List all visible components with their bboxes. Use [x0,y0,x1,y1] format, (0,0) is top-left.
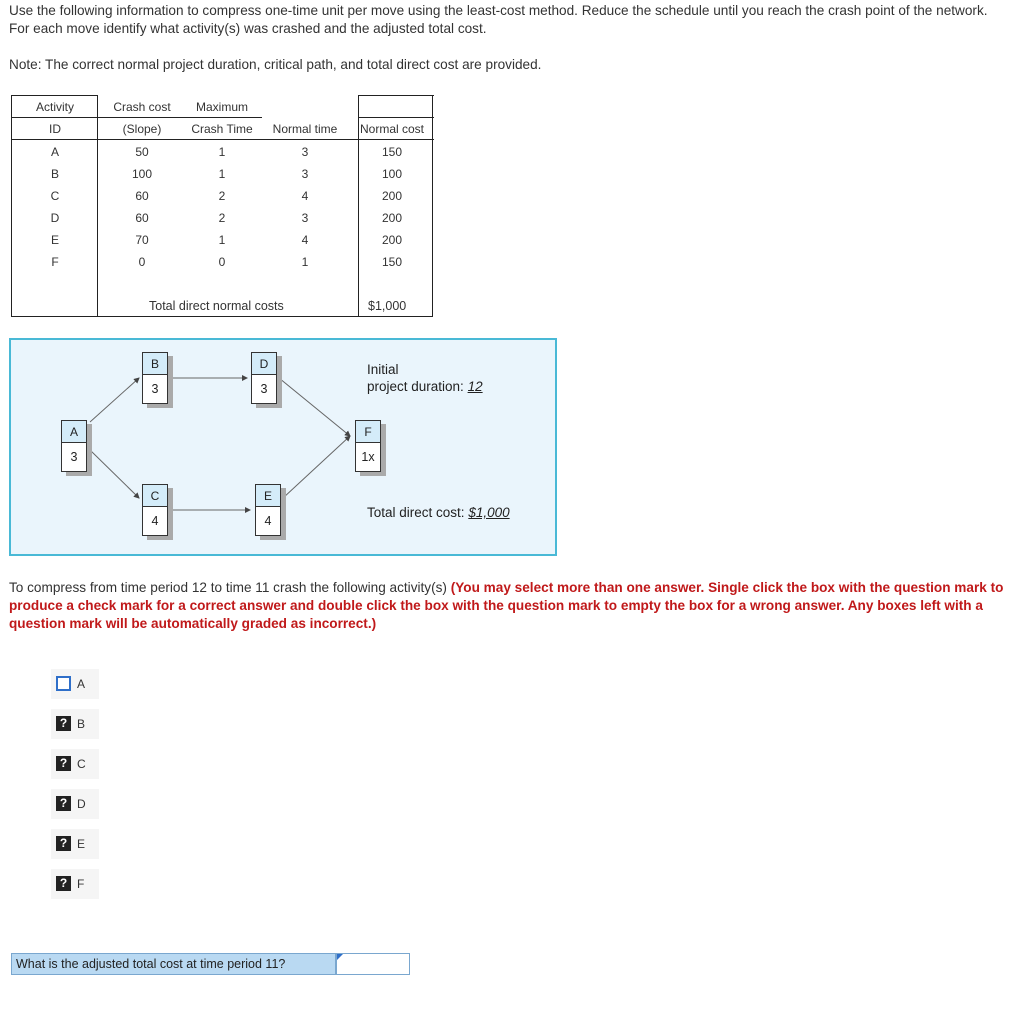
question-mark-checkbox-icon[interactable]: ? [56,876,71,891]
table-cell-crash: 1 [218,167,226,181]
option-a[interactable] [51,669,99,699]
option-label: D [77,797,86,811]
table-cell-slope: 70 [135,233,149,247]
option-label: A [77,677,86,691]
table-cell-time: 3 [301,167,309,181]
node-b [142,352,168,404]
table-cell-slope: 100 [131,167,153,181]
table-cell-slope: 50 [135,145,149,159]
adjusted-total-cost-input[interactable] [336,953,410,975]
arrow-a-c [90,450,139,498]
table-cell-id: C [50,189,60,203]
table-cell-time: 1 [301,255,309,269]
node-b-id: B [142,352,168,375]
node-a-id: A [61,420,87,443]
initial-duration-label-line1: Initial [367,362,399,377]
table-cell-id: F [51,255,59,269]
node-c-id: C [142,484,168,507]
node-f [355,420,381,472]
option-f[interactable] [51,869,99,899]
table-cell-id: A [50,145,59,159]
question-mark-checkbox-icon[interactable]: ? [56,756,71,771]
node-d-duration: 3 [251,375,277,404]
table-cell-id: D [50,211,60,225]
empty-checkbox-icon[interactable] [56,676,71,691]
table-cell-cost: 200 [381,189,403,203]
answer-label: What is the adjusted total cost at time period 11? [11,953,336,975]
node-f-id: F [355,420,381,443]
initial-duration-value: 12 [467,379,483,394]
option-label: B [77,717,86,731]
node-a-duration: 3 [61,443,87,472]
node-e-duration: 4 [255,507,281,536]
network-arrows [11,340,555,554]
header-activity: Activity [35,100,74,114]
table-cell-slope: 60 [135,189,149,203]
option-e[interactable] [51,829,99,859]
arrow-d-f [279,378,350,436]
header-id: ID [49,122,61,136]
input-flag-icon [337,954,343,960]
header-normal-time: Normal time [272,122,338,136]
table-cell-slope: 0 [138,255,146,269]
table-cell-id: B [50,167,59,181]
table-cell-id: E [50,233,59,247]
option-b[interactable] [51,709,99,739]
total-direct-cost-block [367,505,510,520]
question-mark-checkbox-icon[interactable]: ? [56,796,71,811]
node-f-duration: 1x [355,443,381,472]
header-slope: (Slope) [122,122,162,136]
node-d [251,352,277,404]
table-cell-crash: 1 [218,145,226,159]
intro-text: Use the following information to compress one-time unit per move using the least-cost method. Reduce the schedule until you reach the crash point of the network. For each move identify what activity(s) was crashed and the adjusted total cost. [9,3,988,36]
question-mark-checkbox-icon[interactable]: ? [56,716,71,731]
question-mark-checkbox-icon[interactable]: ? [56,836,71,851]
total-direct-cost-value: $1,000 [468,505,510,520]
table-cell-time: 3 [301,211,309,225]
header-maximum: Maximum [195,100,248,114]
node-a [61,420,87,472]
question-instructions: (You may select more than one answer. Single click the box with the question mark to produce a check mark for a correct answer and double click the box with the question mark to empty the box for a wrong answer. Any boxes left with a question mark will be automatically graded as incorrect.) [9,580,1004,631]
option-label: C [77,757,86,771]
option-label: F [77,877,85,891]
option-label: E [77,837,86,851]
option-d[interactable] [51,789,99,819]
node-c-duration: 4 [142,507,168,536]
table-cell-cost: 100 [381,167,403,181]
initial-duration-block [367,379,483,394]
table-cell-time: 3 [301,145,309,159]
header-crash-cost: Crash cost [113,100,171,114]
note-text: Note: The correct normal project duration, critical path, and total direct cost are provided. [9,57,542,72]
table-cell-crash: 2 [218,189,226,203]
table-cell-cost: 200 [381,233,403,247]
total-normal-costs-label: Total direct normal costs [149,299,284,313]
question-prompt: To compress from time period 12 to time 11 crash the following activity(s) [9,580,447,595]
network-diagram [9,338,557,556]
arrow-e-f [283,436,350,498]
header-crash-time: Crash Time [191,122,253,136]
total-normal-costs-value: $1,000 [368,299,407,313]
table-cell-cost: 150 [381,145,403,159]
node-d-id: D [251,352,277,375]
node-e [255,484,281,536]
total-direct-cost-label: Total direct cost: [367,505,465,520]
table-cell-crash: 1 [218,233,226,247]
option-c[interactable] [51,749,99,779]
arrow-a-b [90,378,139,422]
header-normal-cost: Normal cost [359,122,424,136]
table-cell-crash: 2 [218,211,226,225]
node-b-duration: 3 [142,375,168,404]
table-cell-crash: 0 [218,255,226,269]
initial-duration-label-line2: project duration: [367,379,464,394]
table-cell-slope: 60 [135,211,149,225]
node-e-id: E [255,484,281,507]
activity-table [11,95,433,317]
table-cell-time: 4 [301,189,309,203]
table-cell-cost: 200 [381,211,403,225]
table-cell-cost: 150 [381,255,403,269]
question-text [9,579,1009,633]
table-cell-time: 4 [301,233,309,247]
node-c [142,484,168,536]
